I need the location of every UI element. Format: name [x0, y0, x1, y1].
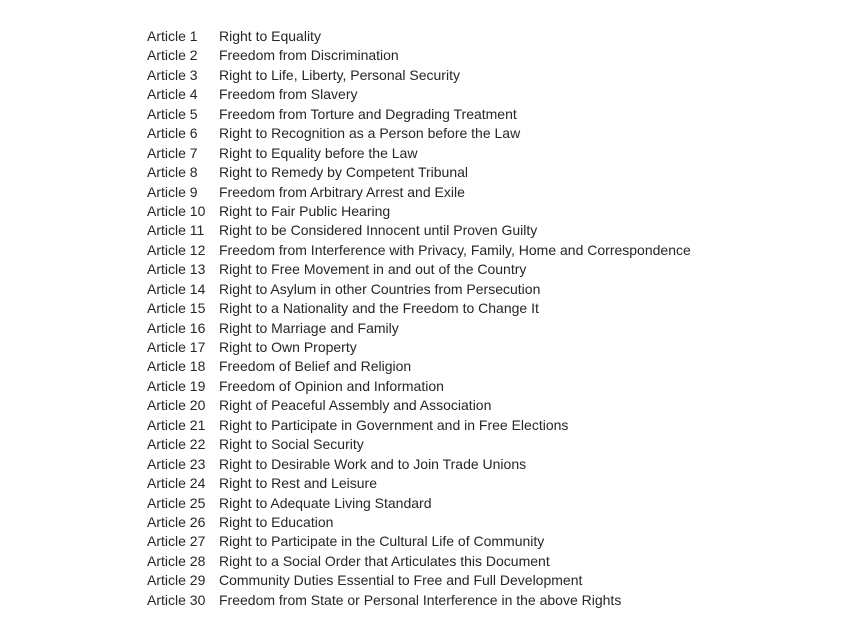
article-title: Right to Equality [219, 28, 321, 44]
article-row [147, 221, 691, 240]
article-number: Article 27 [147, 533, 206, 550]
article-number: Article 18 [147, 358, 206, 375]
article-number: Article 28 [147, 552, 206, 569]
article-title: Right to Participate in Government and in Free Elections [219, 416, 569, 433]
article-row [147, 396, 691, 415]
article-row [147, 183, 691, 202]
article-title: Right to a Social Order that Articulates this Document [219, 552, 550, 569]
article-title: Right to Life, Liberty, Personal Security [219, 66, 460, 83]
article-number: Article 1 [147, 28, 198, 44]
article-row [147, 280, 691, 299]
article-row [147, 455, 691, 474]
article-title: Right to Marriage and Family [219, 319, 399, 336]
article-title: Freedom from Slavery [219, 86, 358, 103]
article-row [147, 494, 691, 513]
article-row [147, 85, 691, 104]
article-title: Right to Asylum in other Countries from Persecution [219, 280, 541, 297]
article-row [147, 338, 691, 357]
article-title: Freedom from Arbitrary Arrest and Exile [219, 183, 465, 200]
article-number: Article 8 [147, 164, 198, 181]
article-row [147, 299, 691, 318]
article-title: Right to Recognition as a Person before the Law [219, 125, 521, 142]
article-number: Article 20 [147, 397, 206, 414]
article-row [147, 260, 691, 279]
article-list [147, 27, 691, 610]
article-number: Article 14 [147, 280, 206, 297]
article-row [147, 377, 691, 396]
article-title: Right to a Nationality and the Freedom to Change It [219, 300, 539, 317]
article-row [147, 319, 691, 338]
article-number: Article 19 [147, 377, 206, 394]
article-number: Article 7 [147, 144, 198, 161]
article-title: Right to Remedy by Competent Tribunal [219, 164, 469, 181]
article-row [147, 46, 691, 65]
article-number: Article 6 [147, 125, 198, 142]
article-row [147, 513, 691, 532]
article-title: Community Duties Essential to Free and Full Development [219, 572, 583, 589]
article-row [147, 124, 691, 143]
article-number: Article 15 [147, 300, 206, 317]
article-number: Article 21 [147, 416, 206, 433]
article-row [147, 591, 691, 610]
article-number: Article 11 [147, 222, 205, 239]
article-title: Right of Peaceful Assembly and Association [219, 397, 492, 414]
article-row [147, 241, 691, 260]
article-row [147, 27, 691, 46]
article-number: Article 3 [147, 66, 198, 83]
article-number: Article 10 [147, 202, 206, 219]
article-title: Right to Free Movement in and out of the Country [219, 261, 527, 278]
article-number: Article 5 [147, 105, 198, 122]
article-row [147, 416, 691, 435]
article-title: Right to Adequate Living Standard [219, 494, 432, 511]
article-title: Right to Fair Public Hearing [219, 202, 391, 219]
article-title: Right to Own Property [219, 339, 357, 355]
article-row [147, 163, 691, 182]
article-title: Freedom of Opinion and Information [219, 377, 444, 394]
article-number: Article 4 [147, 86, 198, 103]
article-number: Article 29 [147, 572, 206, 589]
article-number: Article 9 [147, 183, 198, 200]
article-number: Article 25 [147, 494, 206, 511]
article-number: Article 13 [147, 261, 206, 278]
article-title: Right to Education [219, 513, 334, 530]
article-row [147, 357, 691, 376]
article-row [147, 571, 691, 590]
article-number: Article 24 [147, 475, 206, 492]
article-number: Article 12 [147, 241, 206, 258]
article-number: Article 30 [147, 591, 206, 608]
article-row [147, 144, 691, 163]
article-title: Right to Rest and Leisure [219, 475, 377, 492]
article-title: Right to Social Security [219, 436, 364, 453]
article-row [147, 105, 691, 124]
article-row [147, 552, 691, 571]
article-number: Article 22 [147, 436, 206, 453]
article-row [147, 66, 691, 85]
article-row [147, 435, 691, 454]
article-title: Freedom from Discrimination [219, 47, 399, 64]
article-title: Freedom of Belief and Religion [219, 358, 412, 375]
article-title: Right to Desirable Work and to Join Trade Unions [219, 455, 527, 472]
article-title: Right to Equality before the Law [219, 144, 418, 161]
article-row [147, 202, 691, 221]
article-number: Article 26 [147, 513, 206, 530]
article-number: Article 23 [147, 455, 206, 472]
article-row [147, 474, 691, 493]
article-title: Right to be Considered Innocent until Proven Guilty [219, 222, 538, 239]
article-number: Article 2 [147, 47, 198, 64]
article-title: Freedom from Interference with Privacy, Family, Home and Correspondence [219, 241, 691, 258]
article-title: Freedom from State or Personal Interference in the above Rights [219, 591, 622, 608]
article-number: Article 16 [147, 319, 206, 336]
article-number: Article 17 [147, 339, 206, 355]
article-row [147, 532, 691, 551]
article-title: Right to Participate in the Cultural Life of Community [219, 533, 545, 550]
article-title: Freedom from Torture and Degrading Treatment [219, 105, 517, 122]
